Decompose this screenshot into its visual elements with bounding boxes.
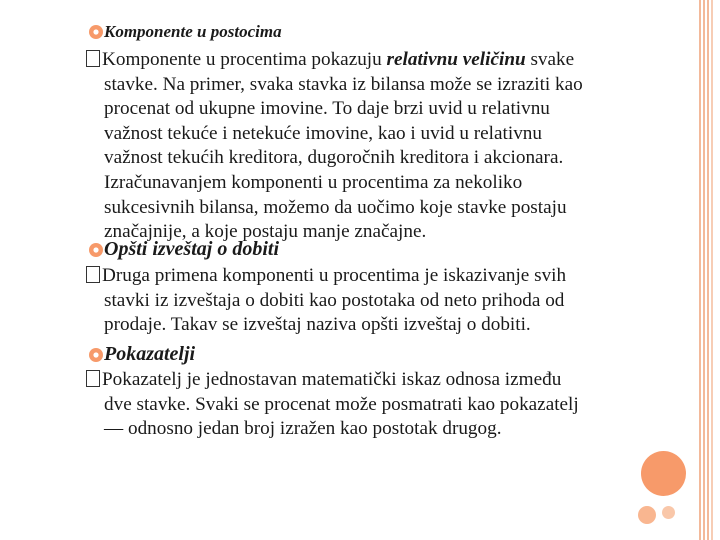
paragraph-line: [86, 368, 704, 393]
paragraph-line: stavki iz izveštaja o dobiti kao postotaka od neto prihoda od: [104, 289, 565, 311]
heading-text: Opšti izveštaj o dobiti: [104, 238, 279, 260]
section-paragraph: [86, 48, 704, 245]
heading-text: Pokazatelji: [104, 343, 196, 365]
frame-stripe: [707, 0, 709, 540]
section-paragraph: [86, 264, 704, 338]
paragraph-line: procenat od ukupne imovine. To daje brzi uvid u relativnu: [104, 98, 550, 120]
line-text: Druga primena komponenti u procentima je iskazivanje svih: [102, 265, 567, 286]
section-heading: [88, 22, 282, 42]
paragraph-line: [86, 264, 704, 289]
box-bullet-icon: [86, 370, 100, 387]
paragraph-line: stavke. Na primer, svaka stavka iz bilansa može se izraziti kao: [104, 73, 583, 95]
paragraph-line: Izračunavanjem komponenti u procentima za nekoliko: [104, 171, 523, 193]
heading-text: Komponente u postocima: [104, 22, 282, 41]
emphasis-text: relativnu veličinu: [386, 49, 526, 70]
paragraph-line: sukcesivnih bilansa, možemo da uočimo koje stavke postaju: [104, 196, 567, 218]
line-text: svake: [525, 49, 575, 70]
paragraph-line: važnost tekuće i netekuće imovine, kao i uvid u relativnu: [104, 122, 542, 144]
decor-circle-small: [638, 506, 656, 524]
paragraph-line: značajnije, a koje postaju manje značajne.: [104, 221, 427, 243]
section-heading: [88, 238, 279, 261]
frame-stripe: [711, 0, 713, 540]
paragraph-line: dve stavke. Svaki se procenat može posmatrati kao pokazatelj: [104, 393, 579, 415]
box-bullet-icon: [86, 266, 100, 283]
decor-circle-large: [641, 451, 686, 496]
line-text: Komponente u procentima pokazuju: [102, 49, 387, 70]
box-bullet-icon: [86, 50, 100, 67]
section-paragraph: [86, 368, 704, 442]
section-heading: [88, 343, 195, 366]
paragraph-line: prodaje. Takav se izveštaj naziva opšti izveštaj o dobiti.: [104, 314, 531, 336]
paragraph-line: [86, 48, 704, 73]
line-text: Pokazatelj je jednostavan matematički iskaz odnosa između: [102, 369, 562, 390]
paragraph-line: — odnosno jedan broj izražen kao postotak drugog.: [104, 418, 502, 440]
paragraph-line: važnost tekućih kreditora, dugoročnih kreditora i akcionara.: [104, 147, 564, 169]
decor-circle-small: [662, 506, 675, 519]
